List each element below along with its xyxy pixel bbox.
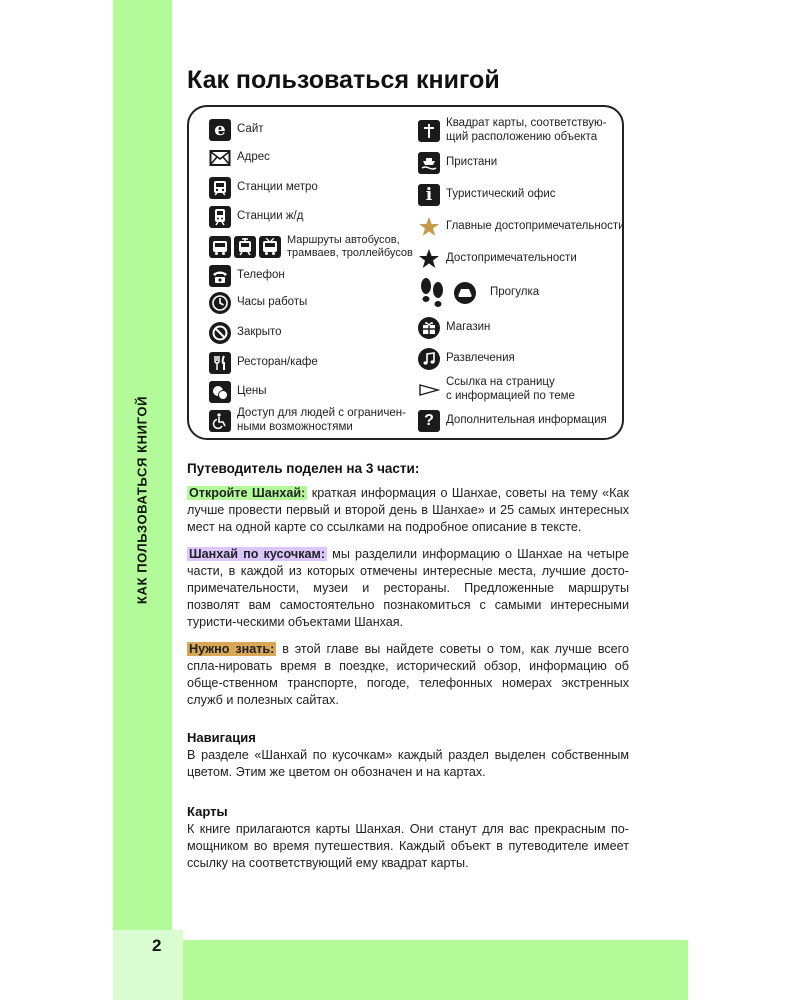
metro-icon <box>209 177 231 199</box>
part-shanghai-pieces <box>187 546 629 631</box>
legend-text: Пристани <box>446 156 498 169</box>
map-square-icon <box>418 120 440 142</box>
train-icon <box>209 206 231 228</box>
legend-item-sights <box>418 248 577 270</box>
parts-heading: Путеводитель поделен на 3 части: <box>187 461 420 476</box>
question-icon: ? <box>418 410 440 432</box>
part-need-to-know <box>187 641 629 709</box>
legend-box <box>187 105 624 440</box>
legend-text: Магазин <box>446 321 491 334</box>
part-open-shanghai <box>187 485 629 536</box>
side-chapter-label: КАК ПОЛЬЗОВАТЬСЯ КНИГОЙ <box>134 395 150 605</box>
part-label-pieces: Шанхай по кусочкам: <box>189 547 326 561</box>
prices-icon <box>209 381 231 403</box>
pier-icon <box>418 152 440 174</box>
navigation-text: В разделе «Шанхай по кусочкам» каждый раздел выделен собственным цветом. Этим же цветом он обозначен и на картах. <box>187 748 629 779</box>
legend-text: Маршруты автобусов, трамваев, троллейбусов <box>287 234 413 260</box>
car-icon <box>454 282 476 304</box>
legend-item-phone <box>209 265 285 287</box>
legend-item-accessibility <box>209 407 406 435</box>
legend-text: Ссылка на страницу с информацией по теме <box>446 376 575 402</box>
legend-text: Достопримечательности <box>446 252 577 265</box>
legend-text: Телефон <box>237 269 285 282</box>
closed-icon <box>209 322 231 344</box>
legend-text: Цены <box>237 385 267 398</box>
footprints-icon <box>418 277 446 309</box>
envelope-icon <box>209 147 231 169</box>
legend-text: Туристический офис <box>446 188 556 201</box>
legend-item-extra-info <box>418 410 607 432</box>
main-content <box>187 460 629 882</box>
music-icon <box>418 348 440 370</box>
legend-item-main-sights <box>418 216 625 238</box>
star-icon <box>418 248 440 270</box>
legend-text: Ресторан/кафе <box>237 356 318 369</box>
legend-text: Развлечения <box>446 352 515 365</box>
part-label-open: Откройте Шанхай: <box>189 486 306 500</box>
legend-text: Прогулка <box>490 286 540 299</box>
info-icon: i <box>418 184 440 206</box>
legend-text: Доступ для людей с ограничен- ными возможностями <box>237 407 406 433</box>
page-title: Как пользоваться книгой <box>187 66 500 94</box>
legend-text: Дополнительная информация <box>446 414 607 427</box>
legend-item-hours <box>209 292 307 314</box>
legend-item-page-link <box>418 376 575 404</box>
part-text: краткая информация о Шанхае, советы на тему «Как лучше провести первый и второй день в Шанхае» и 25 самых интересных мест на одной карте со ссылками на подробное описание в тексте. <box>187 486 629 534</box>
legend-item-shop <box>418 317 490 339</box>
legend-item-train <box>209 206 303 228</box>
legend-item-website <box>209 119 264 141</box>
website-icon: e <box>209 119 231 141</box>
arrow-icon <box>418 379 440 401</box>
legend-text: Адрес <box>237 151 270 164</box>
page-number-box <box>113 930 183 1000</box>
trolleybus-icon <box>259 236 281 258</box>
legend-item-tourist-office <box>418 184 556 206</box>
part-text: в этой главе вы найдете советы о том, как лучше всего спла-нировать время в поездке, исторический обзор, информацию об обще-ственном транспорте, погоде, телефонных номерах экстренных служб и полезных сайтах. <box>187 642 629 707</box>
legend-text: Главные достопримечательности <box>446 220 625 233</box>
clock-icon <box>209 292 231 314</box>
gold-star-icon <box>418 216 440 238</box>
bottom-color-bar <box>183 940 688 1000</box>
maps-text: К книге прилагаются карты Шанхая. Они станут для вас прекрасным по-мощником во время путешествия. Каждый объект в путеводителе имеет ссылку на соответствующий ему квадрат карты. <box>187 822 629 870</box>
legend-text: Квадрат карты, соответствую- щий расположению объекта <box>446 117 607 143</box>
restaurant-icon <box>209 352 231 374</box>
legend-text: Станции ж/д <box>237 210 304 223</box>
legend-text: Сайт <box>237 123 264 136</box>
legend-item-restaurant <box>209 352 318 374</box>
tram-icon <box>234 236 256 258</box>
legend-item-map-square <box>418 117 606 145</box>
legend-item-pier <box>418 152 497 174</box>
legend-item-transport <box>209 234 413 260</box>
legend-item-closed <box>209 322 282 344</box>
wheelchair-icon <box>209 410 231 432</box>
legend-item-metro <box>209 177 318 199</box>
legend-item-entertainment <box>418 348 515 370</box>
maps-heading: Карты <box>187 804 228 819</box>
legend-text: Закрыто <box>237 326 282 339</box>
phone-icon <box>209 265 231 287</box>
navigation-heading: Навигация <box>187 730 256 745</box>
legend-item-prices <box>209 381 267 403</box>
part-label-know: Нужно знать: <box>189 642 275 656</box>
part-text: мы разделили информацию о Шанхае на четыре части, в каждой из которых отмечены интересные места, лучшие досто-примечательности, музеи и рестораны. Предложенные маршруты позволят вам самостоятельно познакомиться с самыми интересными туристи-ческими объектами Шанхая. <box>187 547 629 629</box>
legend-item-address <box>209 147 270 169</box>
shop-icon <box>418 317 440 339</box>
legend-item-walk <box>418 277 539 309</box>
bus-icon <box>209 236 231 258</box>
page-number: 2 <box>152 936 162 955</box>
legend-text: Станции метро <box>237 181 318 194</box>
legend-text: Часы работы <box>237 296 308 309</box>
